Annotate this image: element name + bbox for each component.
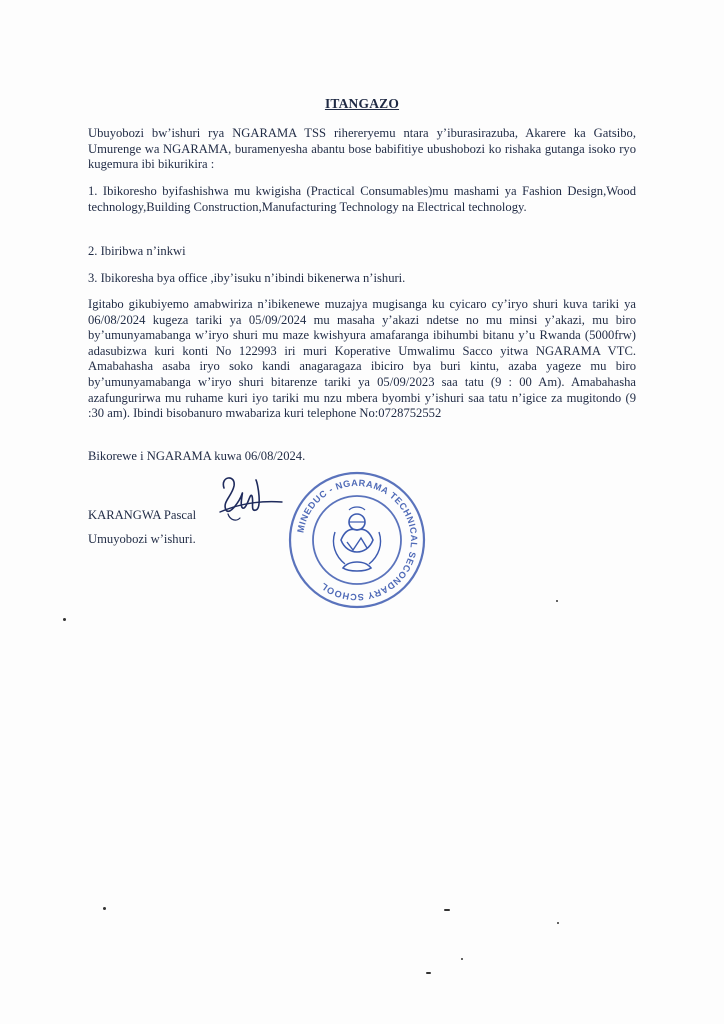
details-paragraph: Igitabo gikubiyemo amabwiriza n’ibikenewe muzajya mugisanga ku cyicaro cy’iryo shuri kuva tariki ya 06/08/2024 kugeza tariki ya 05/09/2024 mu masaha y’akazi ndetse no mu minsi y’akazi, mu biro by’umunyamabanga w’iryo shuri mu maze kwishyura amafaranga ibihumbi bitanu y’u Rwanda (5000frw) adasubizwa kuri konti No 122993 iri muri Koperative Umwalimu Sacco yitwa NGARAMA VTC. Amabahasha asaba iryo soko kandi anagaragaza ibiciro bya buri kintu, azaba yageze mu biro by’umunyamabanga w’iryo shuri bitarenze tariki ya 05/09/2023 saa tatu (9 : 00 Am). Amabahasha azafungurirwa mu ruhame kuri iyo tariki mu nzu mbera byombi y’ishuri saa tatu n’igice za mugitondo (9 :30 am). Ibindi bisobanuro mwabariza kuri telephone No:0728752552 [88,297,636,421]
scan-speck [426,972,431,974]
scan-speck [103,907,106,910]
signatory-role: Umuyobozi w’ishuri. [88,532,196,546]
signatory-name: KARANGWA Pascal [88,508,197,522]
item-2-paragraph: 2. Ibiribwa n’inkwi [88,244,186,258]
scan-speck [444,909,450,911]
scan-speck [63,618,66,621]
scan-speck [556,600,558,602]
school-stamp [287,470,427,610]
scan-speck [557,922,559,924]
item-1-paragraph: 1. Ibikoresho byifashishwa mu kwigisha (Practical Consumables)mu mashami ya Fashion Design,Wood technology,Building Construction,Manufacturing Technology na Electrical technology. [88,184,636,214]
handwritten-signature [214,470,284,526]
scan-speck [461,958,463,960]
document-title: ITANGAZO [324,96,400,111]
intro-paragraph: Ubuyobozi bw’ishuri rya NGARAMA TSS rihereryemu ntara y’iburasirazuba, Akarere ka Gatsibo, Umurenge wa NGARAMA, buramenyesha abantu bose babifitiye ubushobozi ko rishaka gutanga isoko ryo kugemura ibi bikurikira : [88,126,636,172]
stamp-ring-text: MINEDUC - NGARAMA TECHNICAL SECONDARY SCHOOL [295,477,420,603]
date-place-line: Bikorewe i NGARAMA kuwa 06/08/2024. [88,449,306,463]
item-3-paragraph: 3. Ibikoresha bya office ,iby’isuku n’ibindi bikenerwa n’ishuri. [88,271,406,285]
